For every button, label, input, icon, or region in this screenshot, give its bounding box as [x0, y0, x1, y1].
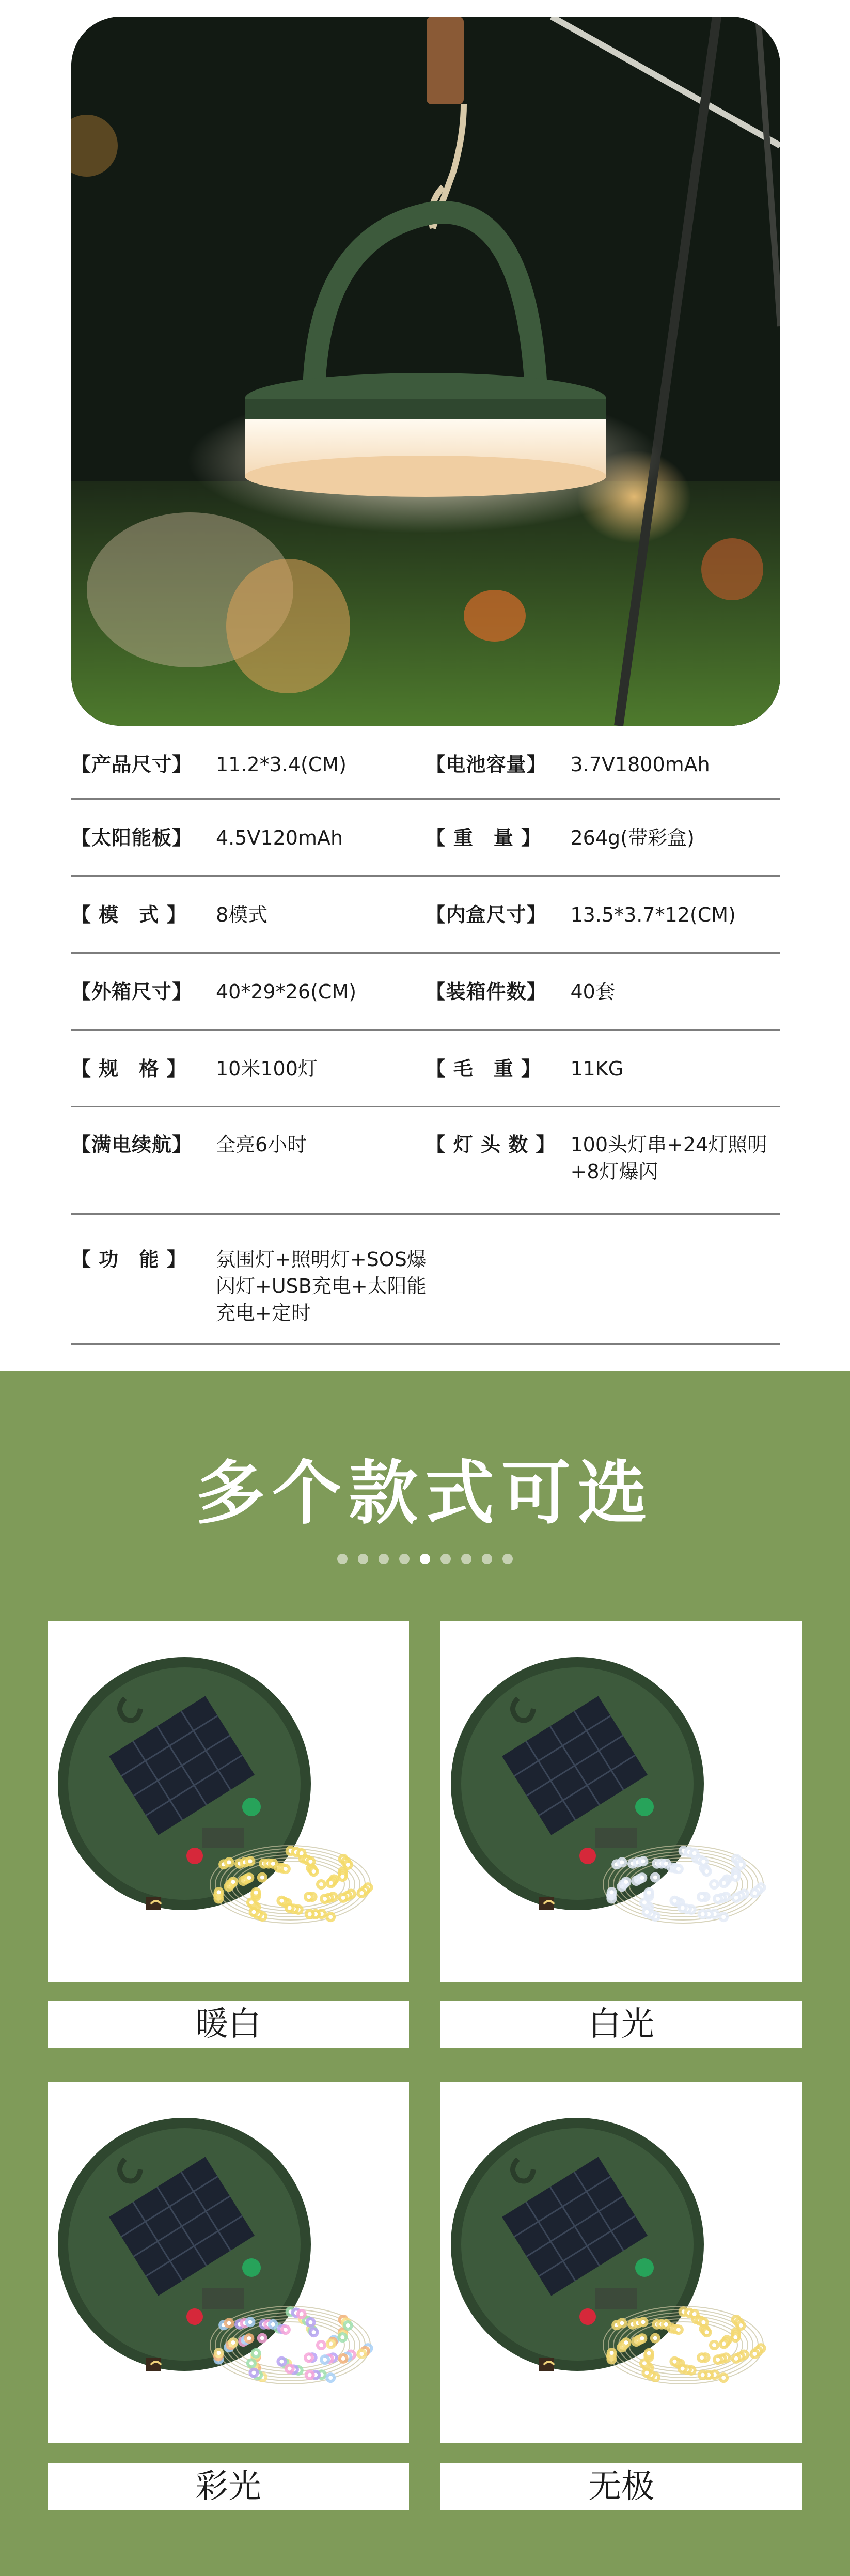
spec-value: 100头灯串+24灯照明+8灯爆闪 [570, 1133, 767, 1183]
spec-value: 10米100灯 [216, 1057, 318, 1080]
spec-row [71, 800, 780, 877]
spec-row [71, 877, 780, 954]
spec-row [71, 738, 780, 800]
variant-caption[interactable]: 无极 [440, 2463, 802, 2510]
spec-table [71, 738, 780, 1345]
spec-label: 【 功 能 】 [71, 1248, 187, 1271]
spec-value: 3.7V1800mAh [570, 753, 710, 776]
spec-label: 【 模 式 】 [71, 903, 187, 926]
spec-label: 【外箱尺寸】 [71, 980, 193, 1003]
hero-product-photo [71, 17, 780, 726]
dot-indicator [337, 1554, 348, 1564]
variant-caption[interactable]: 彩光 [48, 2463, 409, 2510]
spec-value: 4.5V120mAh [216, 826, 343, 849]
spec-value: 8模式 [216, 903, 268, 926]
dot-indicator-active [420, 1554, 430, 1564]
spec-label: 【满电续航】 [71, 1133, 193, 1156]
spec-value: 13.5*3.7*12(CM) [570, 903, 736, 926]
dot-indicator [461, 1554, 471, 1564]
spec-label: 【电池容量】 [426, 753, 547, 776]
variant-card-image[interactable] [48, 1621, 409, 1982]
variant-card-image[interactable] [440, 1621, 802, 1982]
spec-row [71, 1215, 780, 1345]
variant-caption[interactable]: 白光 [440, 2001, 802, 2048]
spec-label: 【 重 量 】 [426, 826, 541, 849]
spec-row [71, 1031, 780, 1107]
dot-indicator [440, 1554, 451, 1564]
spec-value: 全亮6小时 [216, 1133, 307, 1156]
variant-card-image[interactable] [48, 2082, 409, 2443]
spec-value: 氛围灯+照明灯+SOS爆闪灯+USB充电+太阳能充电+定时 [216, 1248, 427, 1324]
dot-indicator [358, 1554, 368, 1564]
spec-row [71, 954, 780, 1031]
spec-label: 【 灯 头 数 】 [426, 1133, 556, 1156]
spec-value: 264g(带彩盒) [570, 826, 695, 849]
spec-row [71, 1107, 780, 1215]
spec-value: 40*29*26(CM) [216, 980, 357, 1003]
carousel-dots [0, 1554, 850, 1564]
dot-indicator [379, 1554, 389, 1564]
variant-card-image[interactable] [440, 2082, 802, 2443]
spec-label: 【装箱件数】 [426, 980, 547, 1003]
spec-label: 【太阳能板】 [71, 826, 193, 849]
dot-indicator [399, 1554, 410, 1564]
spec-label: 【 规 格 】 [71, 1057, 187, 1080]
spec-label: 【产品尺寸】 [71, 753, 193, 776]
spec-value: 11.2*3.4(CM) [216, 753, 347, 776]
spec-value: 40套 [570, 980, 615, 1003]
dot-indicator [502, 1554, 513, 1564]
section-title: 多个款式可选 [195, 1452, 654, 1534]
spec-value: 11KG [570, 1057, 624, 1080]
variant-caption[interactable]: 暖白 [48, 2001, 409, 2048]
dot-indicator [482, 1554, 492, 1564]
spec-label: 【 毛 重 】 [426, 1057, 541, 1080]
spec-label: 【内盒尺寸】 [426, 903, 547, 926]
